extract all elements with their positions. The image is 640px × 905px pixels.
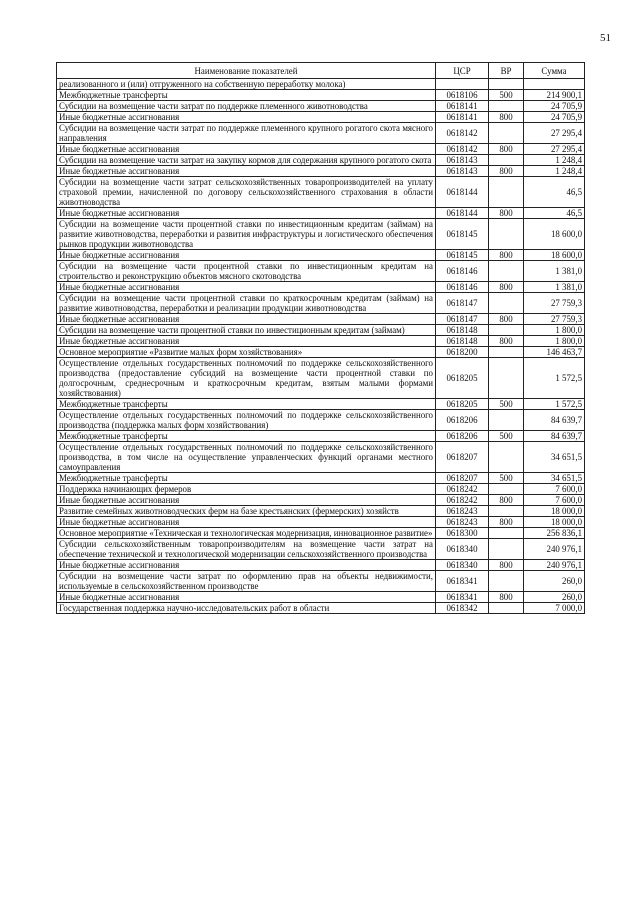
row-sum-cell: 7 600,0 [524,495,585,506]
row-csr-cell: 0618142 [436,144,489,155]
row-csr-cell: 0618141 [436,112,489,123]
table-row [57,484,585,495]
table-row [57,208,585,219]
row-vr-cell [489,410,524,431]
row-sum-cell: 214 900,1 [524,90,585,101]
table-row [57,166,585,177]
row-sum-cell: 18 600,0 [524,250,585,261]
row-sum-cell: 240 976,1 [524,539,585,560]
row-sum-cell: 24 705,9 [524,112,585,123]
row-sum-cell: 260,0 [524,592,585,603]
table-row [57,442,585,473]
row-csr-cell: 0618207 [436,442,489,473]
table-body [57,79,585,614]
row-name-cell: Иные бюджетные ассигнования [57,592,436,603]
row-csr-cell: 0618205 [436,399,489,410]
row-sum-cell: 46,5 [524,177,585,208]
row-name-cell: Основное мероприятие «Техническая и технологическая модернизация, инновационное развитие» [57,528,436,539]
row-csr-cell: 0618143 [436,166,489,177]
row-name-cell: Иные бюджетные ассигнования [57,517,436,528]
row-sum-cell: 1 572,5 [524,358,585,399]
row-csr-cell: 0618341 [436,592,489,603]
row-sum-cell: 1 800,0 [524,336,585,347]
table-row [57,112,585,123]
row-csr-cell: 0618148 [436,336,489,347]
table-row [57,219,585,250]
table-row [57,325,585,336]
row-csr-cell: 0618146 [436,282,489,293]
row-sum-cell: 1 381,0 [524,261,585,282]
table-row [57,473,585,484]
row-vr-cell: 800 [489,314,524,325]
table-row [57,293,585,314]
row-sum-cell: 1 381,0 [524,282,585,293]
row-name-cell: Иные бюджетные ассигнования [57,314,436,325]
row-sum-cell: 46,5 [524,208,585,219]
row-vr-cell [489,358,524,399]
table-row [57,517,585,528]
row-sum-cell: 260,0 [524,571,585,592]
row-vr-cell: 500 [489,399,524,410]
table-row [57,101,585,112]
table-row [57,528,585,539]
row-sum-cell: 146 463,7 [524,347,585,358]
row-csr-cell: 0618243 [436,506,489,517]
table-row [57,410,585,431]
row-csr-cell: 0618242 [436,484,489,495]
row-sum-cell: 256 836,1 [524,528,585,539]
row-name-cell: Осуществление отдельных государственных полномочий по поддержке сельскохозяйственного производства, в том числе на осуществление управленческих функций органами местного самоуправления [57,442,436,473]
row-sum-cell: 1 248,4 [524,155,585,166]
row-vr-cell [489,261,524,282]
row-name-cell: Субсидии на возмещение части процентной ставки по инвестиционным кредитам на строительство и реконструкцию объектов мясного скотоводства [57,261,436,282]
row-csr-cell: 0618340 [436,539,489,560]
row-sum-cell: 18 600,0 [524,219,585,250]
row-sum-cell: 34 651,5 [524,442,585,473]
row-vr-cell: 500 [489,431,524,442]
row-csr-cell: 0618144 [436,177,489,208]
row-vr-cell [489,123,524,144]
row-sum-cell: 1 572,5 [524,399,585,410]
table-row [57,506,585,517]
row-vr-cell: 800 [489,112,524,123]
row-vr-cell [489,347,524,358]
row-name-cell: Иные бюджетные ассигнования [57,282,436,293]
row-sum-cell: 18 000,0 [524,506,585,517]
row-csr-cell: 0618243 [436,517,489,528]
row-name-cell: Субсидии сельскохозяйственным товаропроизводителям на возмещение части затрат на обеспечение технической и технологической модернизации сельскохозяйственного производства [57,539,436,560]
row-sum-cell: 7 000,0 [524,603,585,614]
row-csr-cell: 0618206 [436,410,489,431]
table-row [57,177,585,208]
table-row [57,560,585,571]
row-name-cell: Субсидии на возмещение части затрат по оформлению прав на объекты недвижимости, используемые в сельскохозяйственном производстве [57,571,436,592]
row-csr-cell: 0618141 [436,101,489,112]
row-name-cell: Иные бюджетные ассигнования [57,560,436,571]
row-sum-cell: 84 639,7 [524,431,585,442]
row-csr-cell: 0618106 [436,90,489,101]
row-name-cell: Субсидии на возмещение части затрат на закупку кормов для содержания крупного рогатого скота [57,155,436,166]
table-row [57,399,585,410]
row-sum-cell: 27 759,3 [524,314,585,325]
row-sum-cell: 27 295,4 [524,144,585,155]
row-name-cell: Иные бюджетные ассигнования [57,336,436,347]
row-name-cell: Межбюджетные трансферты [57,473,436,484]
row-name-cell: Основное мероприятие «Развитие малых форм хозяйствования» [57,347,436,358]
row-sum-cell: 240 976,1 [524,560,585,571]
row-sum-cell: 1 800,0 [524,325,585,336]
row-sum-cell: 1 248,4 [524,166,585,177]
row-sum-cell: 24 705,9 [524,101,585,112]
table-row [57,603,585,614]
row-vr-cell: 800 [489,495,524,506]
table-row [57,90,585,101]
row-name-cell: Осуществление отдельных государственных полномочий по поддержке сельскохозяйственного производства (поддержка малых форм хозяйствования) [57,410,436,431]
row-vr-cell: 800 [489,517,524,528]
row-name-cell: Межбюджетные трансферты [57,399,436,410]
budget-table [56,62,585,614]
row-csr-cell: 0618342 [436,603,489,614]
row-name-cell: Субсидии на возмещение части процентной ставки по инвестиционным кредитам (займам) на развитие животноводства, переработки и развития инфраструктуры и логистического обеспечения рынков продукции животноводства [57,219,436,250]
row-vr-cell [489,177,524,208]
row-csr-cell: 0618144 [436,208,489,219]
row-vr-cell: 800 [489,166,524,177]
row-name-cell: Субсидии на возмещение части затрат сельскохозяйственных товаропроизводителей на уплату страховой премии, начисленной по договору сельскохозяйственного страхования в области животноводства [57,177,436,208]
table-row [57,282,585,293]
row-csr-cell [436,79,489,90]
table-header-row [57,63,585,79]
row-csr-cell: 0618147 [436,314,489,325]
table-row [57,155,585,166]
table-row [57,571,585,592]
table-row [57,123,585,144]
row-vr-cell: 500 [489,90,524,101]
row-csr-cell: 0618147 [436,293,489,314]
row-name-cell: Развитие семейных животноводческих ферм на базе крестьянских (фермерских) хозяйств [57,506,436,517]
row-name-cell: Иные бюджетные ассигнования [57,208,436,219]
row-vr-cell: 800 [489,144,524,155]
row-csr-cell: 0618143 [436,155,489,166]
row-name-cell: Иные бюджетные ассигнования [57,144,436,155]
table-row [57,79,585,90]
row-vr-cell [489,79,524,90]
row-name-cell: реализованного и (или) отгруженного на собственную переработку молока) [57,79,436,90]
row-vr-cell: 800 [489,282,524,293]
row-name-cell: Субсидии на возмещение части процентной ставки по краткосрочным кредитам (займам) на развитие животноводства, переработки и реализации продукции животноводства [57,293,436,314]
table-row [57,336,585,347]
row-vr-cell [489,571,524,592]
header-vr: ВР [489,63,524,79]
header-name: Наименование показателей [57,63,436,79]
row-name-cell: Субсидии на возмещение части затрат по поддержке племенного животноводства [57,101,436,112]
row-sum-cell: 18 000,0 [524,517,585,528]
row-csr-cell: 0618145 [436,250,489,261]
row-csr-cell: 0618200 [436,347,489,358]
row-csr-cell: 0618206 [436,431,489,442]
row-name-cell: Межбюджетные трансферты [57,431,436,442]
row-vr-cell [489,325,524,336]
table-row [57,539,585,560]
row-name-cell: Иные бюджетные ассигнования [57,166,436,177]
row-vr-cell [489,506,524,517]
table-row [57,314,585,325]
row-sum-cell: 27 759,3 [524,293,585,314]
table-row [57,347,585,358]
row-sum-cell: 84 639,7 [524,410,585,431]
row-vr-cell [489,155,524,166]
row-csr-cell: 0618205 [436,358,489,399]
row-sum-cell: 7 600,0 [524,484,585,495]
row-csr-cell: 0618145 [436,219,489,250]
row-csr-cell: 0618148 [436,325,489,336]
row-vr-cell: 800 [489,592,524,603]
row-name-cell: Субсидии на возмещение части процентной ставки по инвестиционным кредитам (займам) [57,325,436,336]
row-vr-cell [489,528,524,539]
header-csr: ЦСР [436,63,489,79]
row-vr-cell: 800 [489,336,524,347]
row-name-cell: Субсидии на возмещение части затрат по поддержке племенного крупного рогатого скота мясного направления [57,123,436,144]
row-sum-cell: 34 651,5 [524,473,585,484]
page-number: 51 [600,32,611,44]
row-name-cell: Осуществление отдельных государственных полномочий по поддержке сельскохозяйственного производства (предоставление субсидий на возмещение части процентной ставки по долгосрочным, среднесрочным и краткосрочным кредитам, взятым малыми формами хозяйствования) [57,358,436,399]
row-name-cell: Поддержка начинающих фермеров [57,484,436,495]
row-vr-cell [489,293,524,314]
row-vr-cell [489,442,524,473]
row-vr-cell: 500 [489,473,524,484]
row-name-cell: Иные бюджетные ассигнования [57,495,436,506]
row-csr-cell: 0618146 [436,261,489,282]
row-csr-cell: 0618300 [436,528,489,539]
table-row [57,495,585,506]
row-csr-cell: 0618341 [436,571,489,592]
row-vr-cell [489,603,524,614]
table-row [57,431,585,442]
row-csr-cell: 0618340 [436,560,489,571]
row-sum-cell [524,79,585,90]
row-csr-cell: 0618142 [436,123,489,144]
table-row [57,358,585,399]
row-csr-cell: 0618242 [436,495,489,506]
row-vr-cell: 800 [489,208,524,219]
table-row [57,261,585,282]
row-name-cell: Иные бюджетные ассигнования [57,250,436,261]
row-name-cell: Государственная поддержка научно-исследовательских работ в области [57,603,436,614]
row-vr-cell [489,539,524,560]
row-vr-cell [489,219,524,250]
row-name-cell: Межбюджетные трансферты [57,90,436,101]
row-vr-cell: 800 [489,560,524,571]
table-row [57,250,585,261]
row-vr-cell: 800 [489,250,524,261]
row-sum-cell: 27 295,4 [524,123,585,144]
table-row [57,592,585,603]
row-vr-cell [489,484,524,495]
row-csr-cell: 0618207 [436,473,489,484]
header-sum: Сумма [524,63,585,79]
row-vr-cell [489,101,524,112]
table-row [57,144,585,155]
row-name-cell: Иные бюджетные ассигнования [57,112,436,123]
